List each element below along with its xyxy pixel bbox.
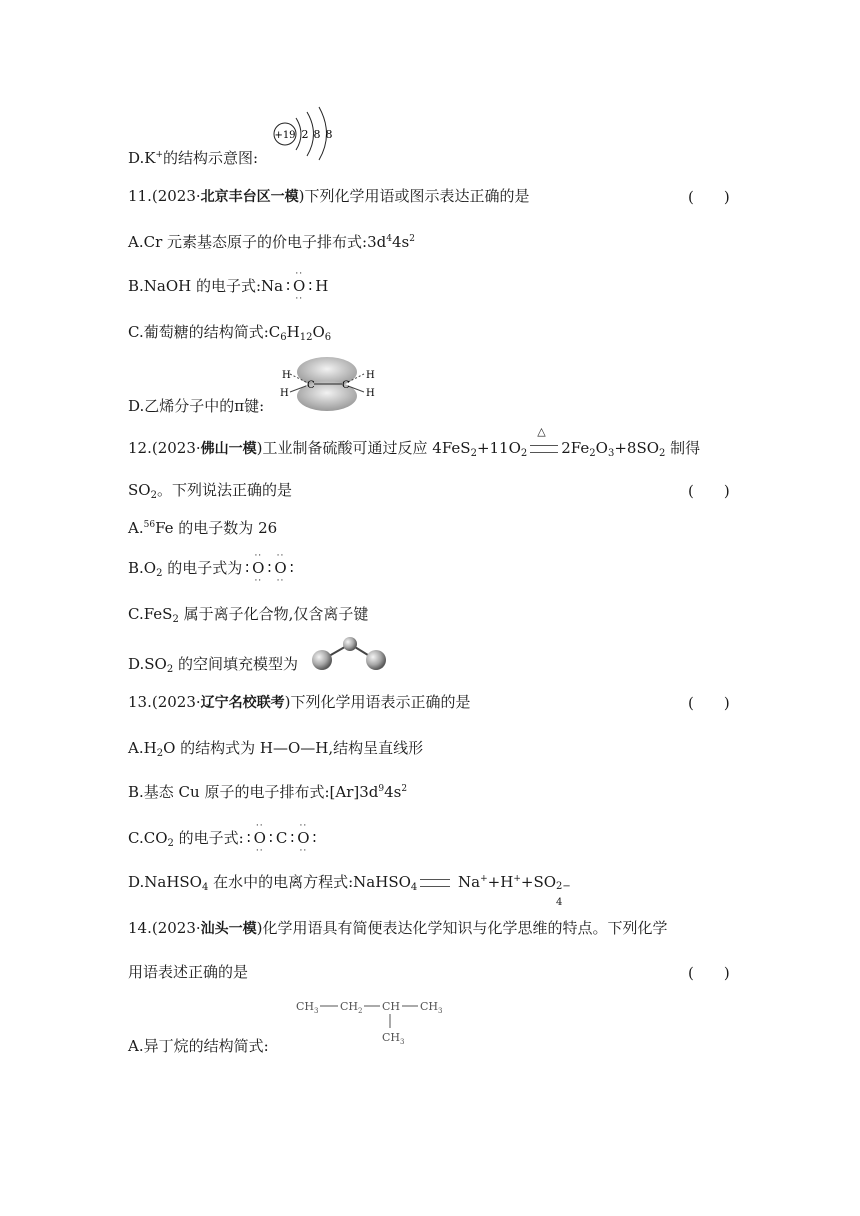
q14-stem-line1: 14.(2023·汕头一模)化学用语具有简便表达化学知识与化学思维的特点。下列化学 bbox=[128, 919, 668, 937]
q12-option-d: $D.SO_2$ 的空间填充模型为 bbox=[128, 655, 298, 675]
q13-option-a: $A.H_2O$ 的结构式为 H—O—H,结构呈直线形 bbox=[128, 739, 424, 759]
k-ion-structure-diagram bbox=[270, 104, 340, 160]
svg-text:CH3: $CH_3$ bbox=[296, 1000, 319, 1015]
q13-answer-blank: ( ) bbox=[688, 694, 730, 712]
q13-option-b: B.基态 Cu 原子的电子排布式$:[Ar]3d^94s^2$ bbox=[128, 783, 408, 801]
q11-answer-blank: ( ) bbox=[688, 188, 730, 206]
svg-text:H: H bbox=[280, 388, 289, 399]
svg-text:CH2: $CH_2$ bbox=[340, 1000, 363, 1015]
q14-stem-line2: 用语表述正确的是 bbox=[128, 963, 249, 981]
svg-text:H: H bbox=[282, 370, 291, 381]
so2-space-filling-model bbox=[310, 634, 390, 674]
svg-text:CH3: $CH_3$ bbox=[382, 1031, 405, 1046]
q13-option-d: D.NaHSO$_4$ 在水中的电离方程式:NaHSO$_4$ Na++H++SO 2− 4 bbox=[128, 873, 571, 908]
q12-answer-blank: ( ) bbox=[688, 482, 730, 500]
svg-text:H: H bbox=[366, 370, 375, 381]
svg-text:C: C bbox=[307, 380, 315, 391]
q12-stem-line2: $SO_2$。下列说法正确的是 bbox=[128, 481, 292, 501]
q12-option-b: $B.O_2$ 的电子式为 ∶ ·· O ·· ∶ ·· O ·· ∶ bbox=[128, 551, 294, 586]
svg-text:C: C bbox=[342, 380, 350, 391]
q14-answer-blank: ( ) bbox=[688, 964, 730, 982]
q14-option-a: A.异丁烷的结构简式: bbox=[128, 1037, 269, 1055]
svg-text:8: 8 bbox=[325, 128, 333, 141]
q12-option-c: C.FeS$_2$ 属于离子化合物,仅含离子键 bbox=[128, 605, 369, 625]
q12-option-a: A.$^{56}$Fe 的电子数为 26 bbox=[128, 519, 278, 537]
svg-text:+19: +19 bbox=[274, 130, 296, 141]
isobutane-structure bbox=[294, 994, 454, 1048]
ethylene-pi-bond-image bbox=[276, 356, 380, 412]
svg-text:CH3: $CH_3$ bbox=[420, 1000, 443, 1015]
q11-option-b: B.NaOH 的电子式:Na ∶ ·· O ·· ∶ H bbox=[128, 269, 329, 304]
q13-stem: 13.(2023·辽宁名校联考)下列化学用语表示正确的是 bbox=[128, 693, 471, 711]
q12-stem-line1: 12.(2023·佛山一模)工业制备硫酸可通过反应 $4FeS_2+11O_2$ △ $2Fe_2O_3+8SO_2$ 制得 bbox=[128, 425, 701, 459]
q11-option-c: C.葡萄糖的结构简式$:C_6H_{12}O_6$ bbox=[128, 323, 332, 343]
svg-text:2: 2 bbox=[301, 128, 309, 141]
q13-option-c: $C.CO_2$ 的电子式: ∶ ·· O ·· ∶ C ∶ ·· O ·· ∶ bbox=[128, 821, 317, 856]
q11-option-d: D.乙烯分子中的π键: bbox=[128, 397, 265, 415]
q11-option-a: A.Cr 元素基态原子的价电子排布式$:3d^44s^2$ bbox=[128, 233, 415, 251]
svg-text:H: H bbox=[366, 388, 375, 399]
svg-text:8: 8 bbox=[313, 128, 321, 141]
svg-text:CH: CH bbox=[382, 1000, 401, 1013]
q11-stem: 11.(2023·北京丰台区一模)下列化学用语或图示表达正确的是 bbox=[128, 187, 530, 205]
q10-option-d: D.K+的结构示意图: bbox=[128, 149, 259, 167]
